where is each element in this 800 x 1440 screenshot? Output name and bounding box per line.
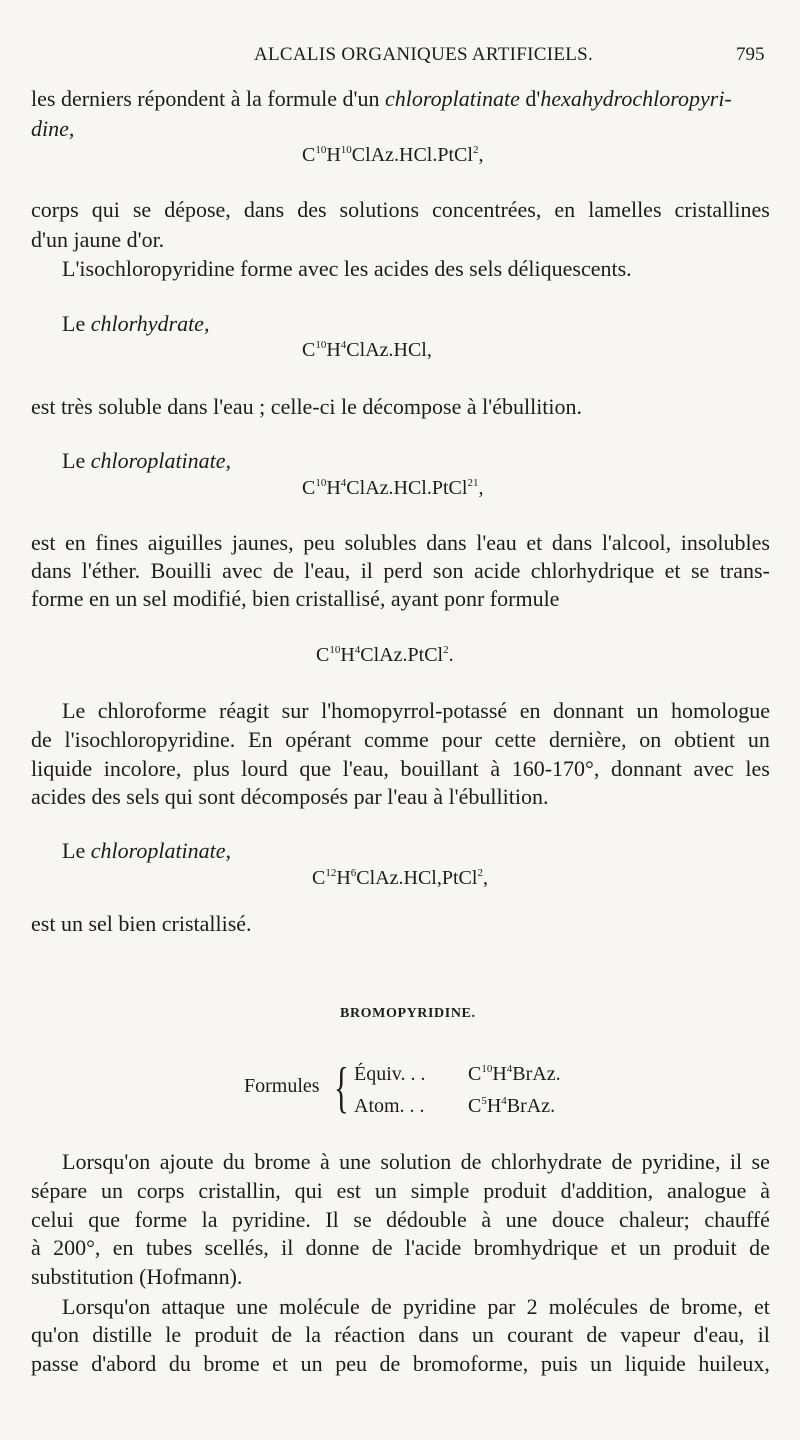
chemical-formula: $C^{12}H^6ClAz.HCl,PtCl^2$, bbox=[312, 866, 488, 889]
text-line: dans l'éther. Bouilli avec de l'eau, il perd son acide chlorhydrique et se trans- bbox=[31, 558, 770, 583]
text-line: d'un jaune d'or. bbox=[31, 227, 165, 252]
section-heading: BROMOPYRIDINE. bbox=[340, 1006, 476, 1021]
text-line: les derniers répondent à la formule d'un chloroplatinate d'hexahydrochloropyri- bbox=[31, 86, 732, 111]
text-line: Le chloroforme réagit sur l'homopyrrol-potassé en donnant un homologue bbox=[62, 698, 770, 723]
page-header bbox=[0, 38, 800, 68]
text-line: L'isochloropyridine forme avec les acides des sels déliquescents. bbox=[62, 256, 632, 281]
equiv-formula: $C^{10}H^4BrAz$. bbox=[468, 1062, 561, 1085]
text-line: sépare un corps cristallin, qui est un simple produit d'addition, analogue à bbox=[31, 1178, 770, 1203]
text-line: Le chloroplatinate, bbox=[62, 448, 232, 473]
text-line: acides des sels qui sont décomposés par l'eau à l'ébullition. bbox=[31, 784, 549, 809]
text-line: Lorsqu'on attaque une molécule de pyridine par 2 molécules de brome, et bbox=[62, 1294, 770, 1319]
chemical-formula: $C^{10}H^{10}ClAz.HCl.PtCl^2$, bbox=[302, 143, 484, 166]
atom-label: Atom. . . bbox=[354, 1095, 425, 1117]
chemical-formula: $C^{10}H^4ClAz.PtCl^2$. bbox=[316, 643, 454, 666]
equiv-label: Équiv. . . bbox=[354, 1063, 426, 1085]
text-line: forme en un sel modifié, bien cristallisé, ayant ponr formule bbox=[31, 586, 560, 611]
formules-label: Formules bbox=[244, 1075, 320, 1097]
text-line: est très soluble dans l'eau ; celle-ci le décompose à l'ébullition. bbox=[31, 394, 583, 419]
chemical-formula: $C^{10}H^4ClAz.HCl.PtCl^{21}$, bbox=[302, 476, 484, 499]
text-line: celui que forme la pyridine. Il se dédouble à une douce chaleur; chauffé bbox=[31, 1207, 770, 1232]
page-number: 795 bbox=[736, 44, 765, 65]
text-line: Le chlorhydrate, bbox=[62, 311, 210, 336]
atom-formula: $C^5H^4BrAz$. bbox=[468, 1094, 556, 1117]
text-line: passe d'abord du brome et un peu de bromoforme, puis un liquide huileux, bbox=[31, 1351, 770, 1376]
text-line: est en fines aiguilles jaunes, peu solubles dans l'eau et dans l'alcool, insolubles bbox=[31, 530, 770, 555]
text-line: liquide incolore, plus lourd que l'eau, bouillant à 160-170°, donnant avec les bbox=[31, 756, 770, 781]
brace-icon: { bbox=[334, 1057, 349, 1119]
text-line: est un sel bien cristallisé. bbox=[31, 911, 252, 936]
text-line: de l'isochloropyridine. En opérant comme pour cette dernière, on obtient un bbox=[31, 727, 770, 752]
text-line: à 200°, en tubes scellés, il donne de l'acide bromhydrique et un produit de bbox=[31, 1235, 770, 1260]
chemical-formula: $C^{10}H^4ClAz.HCl$, bbox=[302, 338, 432, 361]
running-title: ALCALIS ORGANIQUES ARTIFICIELS. bbox=[254, 44, 594, 65]
text-line: substitution (Hofmann). bbox=[31, 1264, 243, 1289]
text-line: qu'on distille le produit de la réaction dans un courant de vapeur d'eau, il bbox=[31, 1322, 770, 1347]
text-line: Le chloroplatinate, bbox=[62, 838, 232, 863]
text-line: dine, bbox=[31, 116, 75, 141]
text-line: corps qui se dépose, dans des solutions concentrées, en lamelles cristallines bbox=[31, 197, 770, 222]
text-line: Lorsqu'on ajoute du brome à une solution de chlorhydrate de pyridine, il se bbox=[62, 1149, 770, 1174]
